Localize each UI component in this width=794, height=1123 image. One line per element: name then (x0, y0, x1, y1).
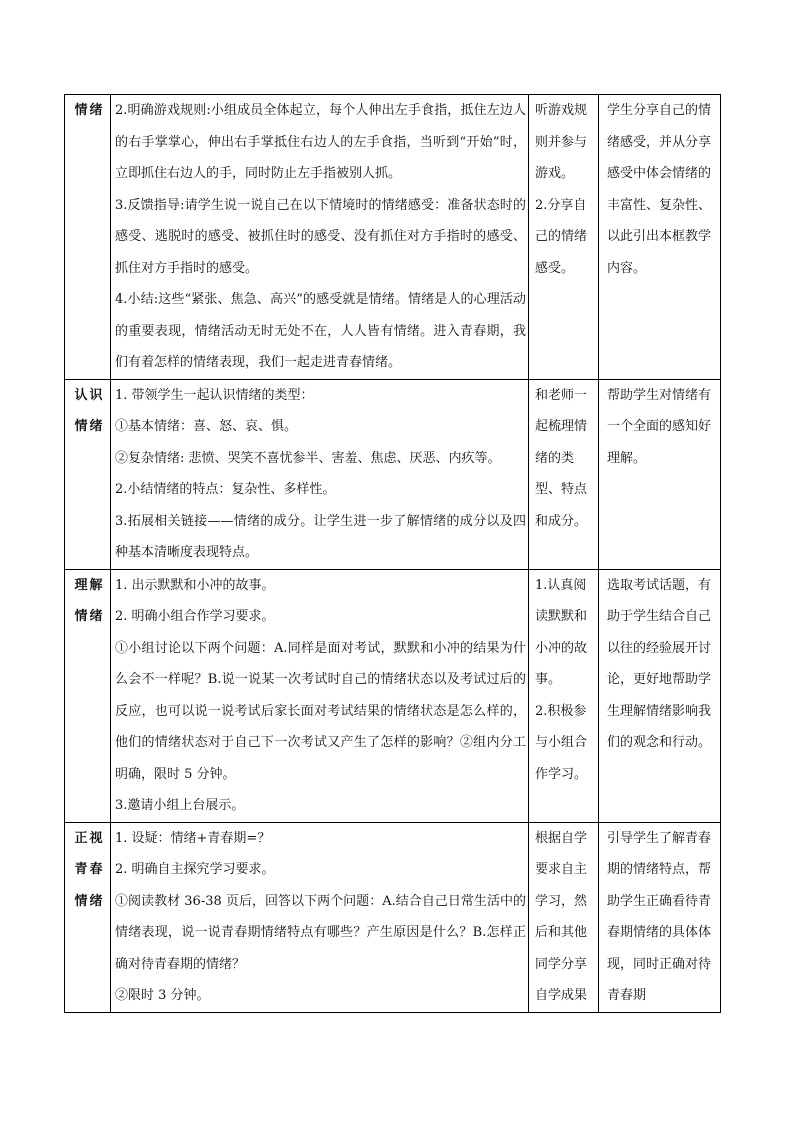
design-intent-cell (599, 569, 721, 822)
content-paragraph: ②限时 3 分钟。 (115, 988, 210, 1003)
design-intent-cell (599, 822, 721, 1012)
student-paragraph: 根据自学要求自主学习，然后和其他同学分享自学成果 (535, 830, 588, 1003)
heading-line: 正视 (74, 830, 105, 846)
table-row (65, 822, 721, 1012)
content-paragraph: ①小组讨论以下两个问题：A.同样是面对考试，默默和小冲的结果为什么会不一样呢？B.说一说某一次考试时自己的情绪状态以及考试过后的反应，也可以说一说考试后家长面对考试结果的情绪状态是怎么样的，他们的情绪状态对于自己下一次考试又产生了怎样的影响？②组内分工明确，限时 5 分钟。 (115, 640, 526, 782)
heading-line: 理解 (74, 577, 105, 593)
content-paragraph: ①阅读教材 36-38 页后，回答以下两个问题：A.结合自己日常生活中的情绪表现，说一说青春期情绪特点有哪些？产生原因是什么？B.怎样正确对待青春期的情绪？ (115, 893, 526, 972)
design-intent-cell (599, 95, 721, 380)
row-heading (65, 379, 111, 569)
lesson-plan-table (64, 94, 721, 1013)
design-intent-cell (599, 379, 721, 569)
heading-line: 认识 (74, 387, 105, 403)
teacher-activity-cell (111, 569, 529, 822)
content-paragraph: 2.小结情绪的特点：复杂性、多样性。 (115, 482, 336, 497)
student-paragraph: 2.积极参与小组合作学习。 (535, 703, 588, 782)
content-paragraph: 1. 设疑：情绪+青春期=？ (115, 830, 271, 846)
content-paragraph: 4.小结:这些“紧张、焦急、高兴”的感受就是情绪。情绪是人的心理活动的重要表现，情绪活动无时无处不在，人人皆有情绪。进入青春期，我们有着怎样的情绪表现，我们一起走进青春情绪。 (115, 292, 526, 370)
content-paragraph: ①基本情绪：喜、怒、哀、惧。 (115, 419, 298, 434)
heading-line: 青春 (74, 862, 105, 877)
student-activity-cell (529, 95, 599, 380)
student-paragraph: 和老师一起梳理情绪的类型、特点和成分。 (535, 387, 588, 529)
student-paragraph: 1.认真阅读默默和小冲的故事。 (535, 577, 588, 687)
teacher-activity-cell (111, 379, 529, 569)
table-row (65, 569, 721, 822)
row-heading (65, 822, 111, 1012)
content-paragraph: 3.拓展相关链接——情绪的成分。让学生进一步了解情绪的成分以及四种基本清晰度表现特点。 (115, 513, 526, 560)
student-paragraph: 2.分享自己的情绪感受。 (535, 197, 588, 276)
row-heading (65, 95, 111, 380)
content-paragraph: 2. 明确自主探究学习要求。 (115, 862, 275, 877)
design-paragraph: 选取考试话题，有助于学生结合自己以往的经验展开讨论，更好地帮助学生理解情绪影响我们的观念和行动。 (607, 577, 712, 750)
content-paragraph: 2.明确游戏规则:小组成员全体起立，每个人伸出左手食指，抵住左边人的右手掌掌心，伸出右手掌抵住右边人的左手食指，当听到“开始”时，立即抓住右边人的手，同时防止左手指被别人抓。 (115, 103, 526, 181)
content-paragraph: 1. 带领学生一起认识情绪的类型： (115, 387, 314, 403)
content-paragraph: 2. 明确小组合作学习要求。 (115, 609, 275, 624)
teacher-activity-cell (111, 95, 529, 380)
table-row (65, 95, 721, 380)
content-paragraph: ②复杂情绪: 悲愤、哭笑不喜忧参半、害羞、焦虑、厌恶、内疚等。 (115, 450, 501, 466)
row-heading (65, 569, 111, 822)
table-row (65, 379, 721, 569)
design-paragraph: 学生分享自己的情绪感受，并从分享感受中体会情绪的丰富性、复杂性、以此引出本框教学内容。 (607, 103, 712, 276)
heading-line: 情绪 (74, 609, 105, 624)
heading-line: 情绪 (74, 419, 105, 434)
student-activity-cell (529, 379, 599, 569)
content-paragraph: 1. 出示默默和小冲的故事。 (115, 577, 275, 593)
student-activity-cell (529, 569, 599, 822)
student-activity-cell (529, 822, 599, 1012)
design-paragraph: 帮助学生对情绪有一个全面的感知好理解。 (607, 387, 712, 466)
design-paragraph: 引导学生了解青春期的情绪特点，帮助学生正确看待青春期情绪的具体体现，同时正确对待青春期 (607, 830, 712, 1003)
content-paragraph: 3.反馈指导:请学生说一说自己在以下情境时的情绪感受：准备状态时的感受、逃脱时的感受、被抓住时的感受、没有抓住对方手指时的感受、抓住对方手指时的感受。 (115, 197, 526, 276)
student-paragraph: 听游戏规则并参与游戏。 (535, 103, 588, 181)
heading-line: 情绪 (74, 893, 105, 909)
heading-line: 情绪 (74, 103, 105, 118)
content-paragraph: 3.邀请小组上台展示。 (115, 798, 245, 813)
teacher-activity-cell (111, 822, 529, 1012)
